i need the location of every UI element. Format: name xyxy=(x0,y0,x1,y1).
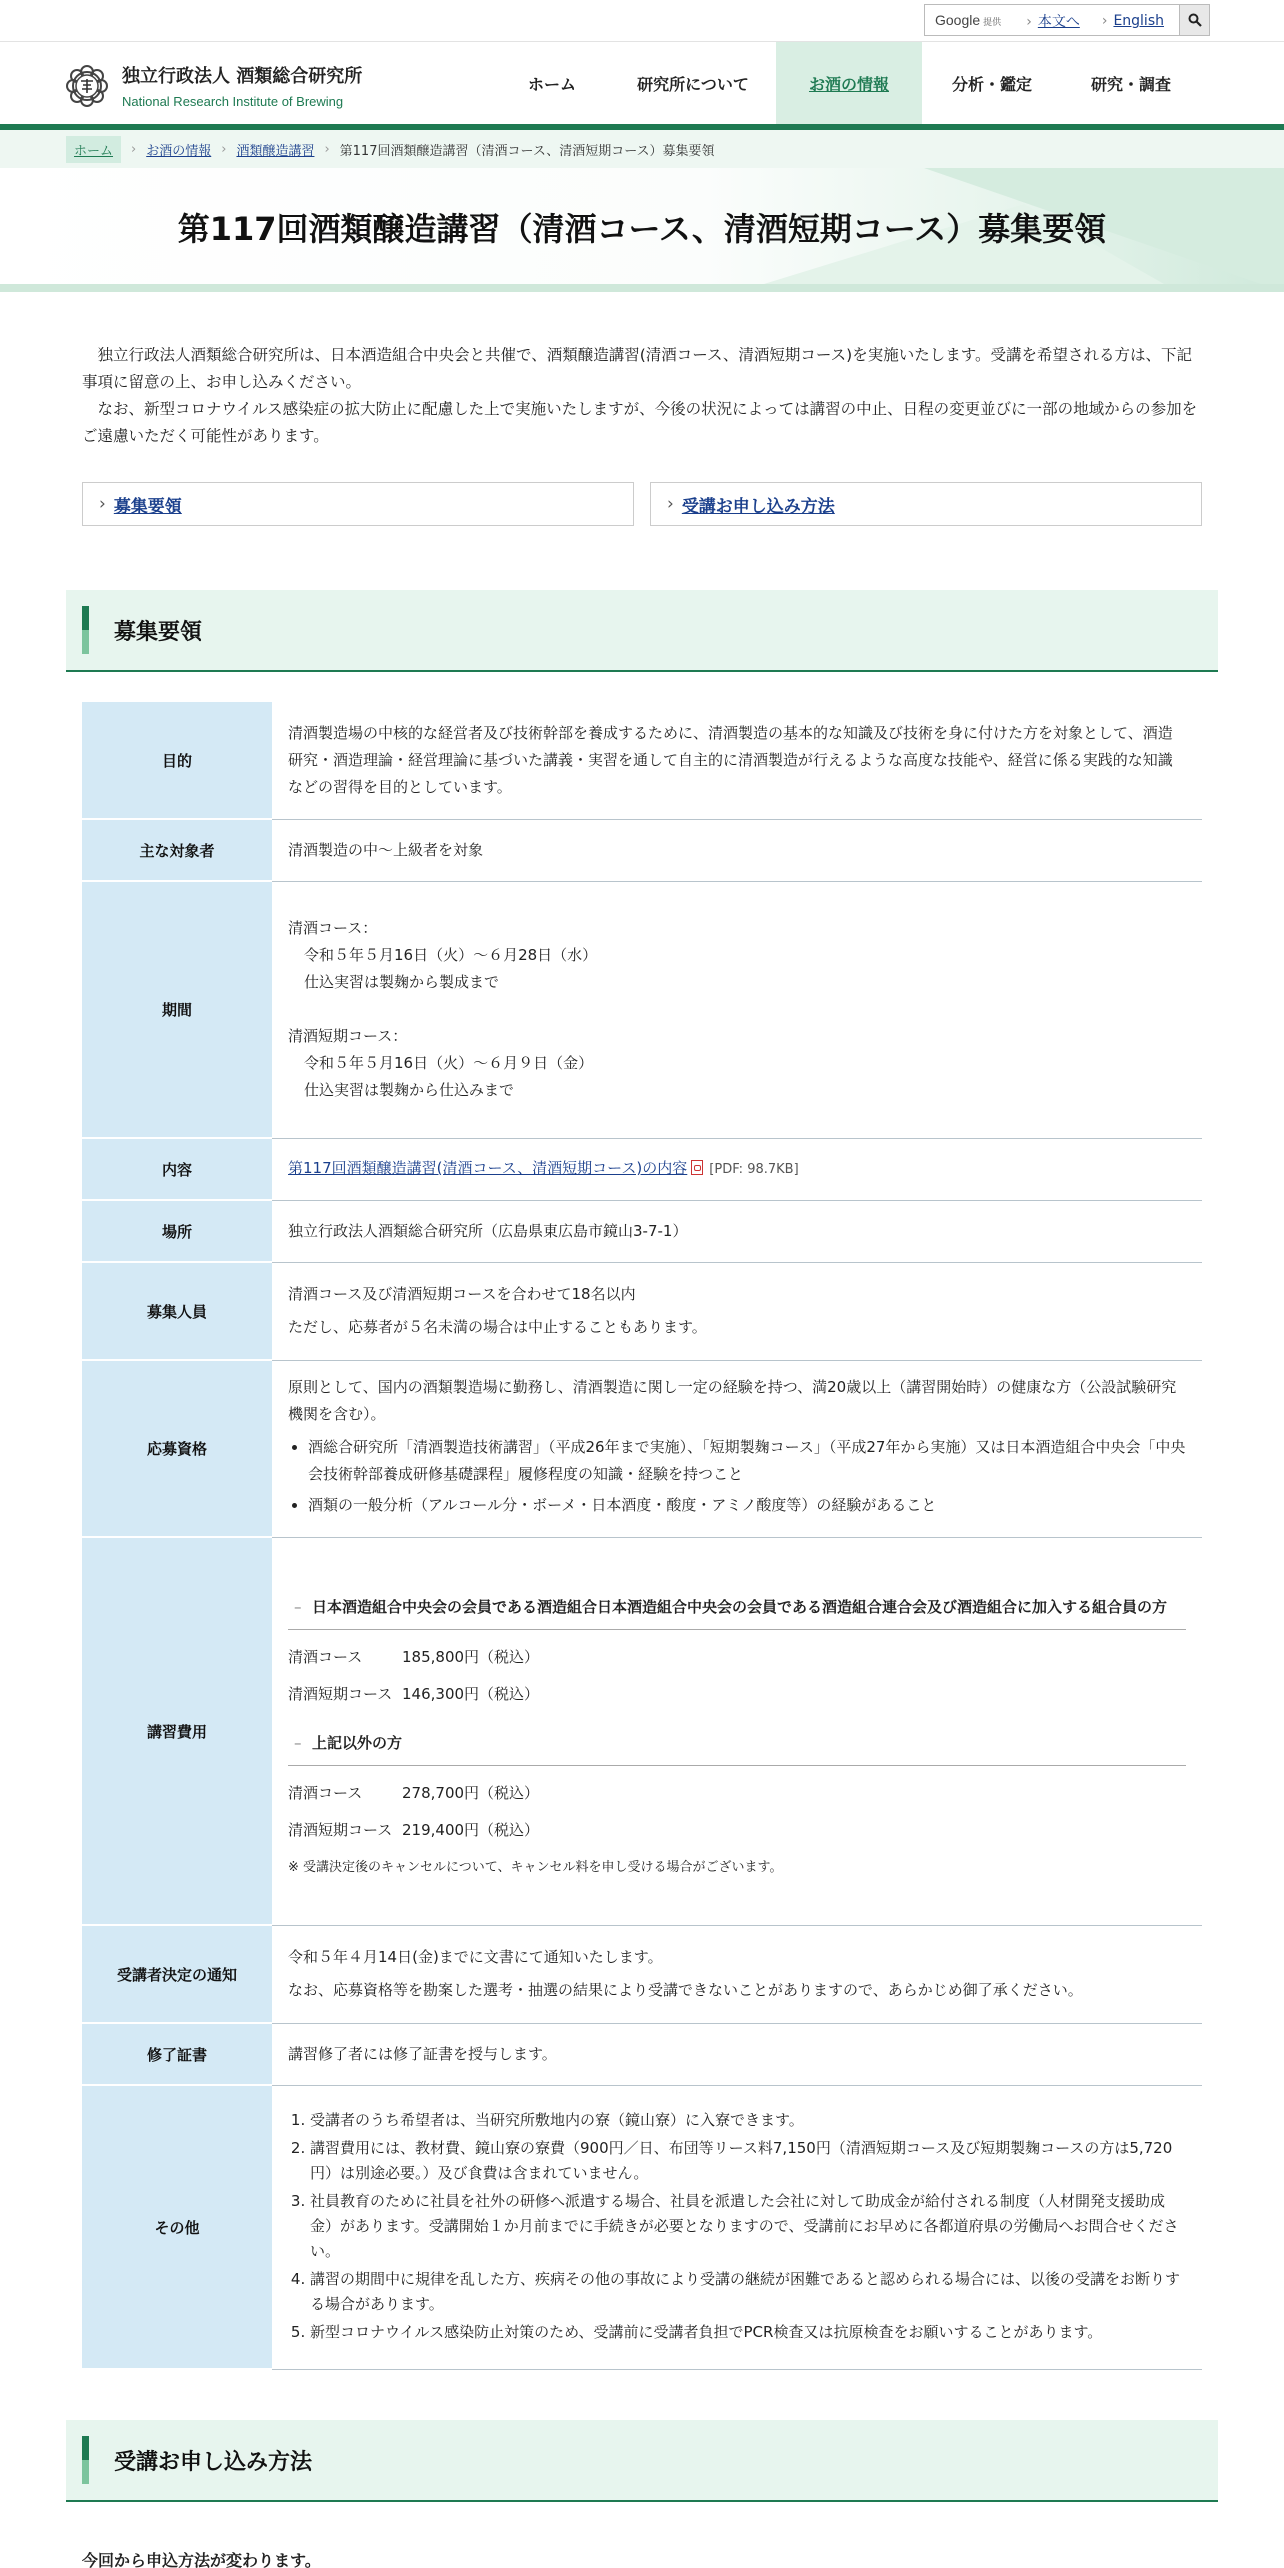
row-label: 主な対象者 xyxy=(82,819,272,881)
intro-text xyxy=(0,292,1284,450)
org-name-en: National Research Institute of Brewing xyxy=(122,94,344,109)
row-value xyxy=(272,1138,1202,1200)
row-label: 受講者決定の通知 xyxy=(82,1925,272,2023)
row-label: 講習費用 xyxy=(82,1537,272,1925)
fee-price: 146,300円（税込） xyxy=(402,1684,540,1703)
intro-paragraph: 独立行政法人酒類総合研究所は、日本酒造組合中央会と共催で、酒類醸造講習(清酒コース、清酒短期コース)を実施いたします。受講を希望される方は、下記事項に留意の上、お申し込みください。 xyxy=(82,346,1192,391)
breadcrumb-separator-icon: › xyxy=(221,141,227,157)
section-title: 募集要領 xyxy=(114,619,203,645)
fee-subheading-members: – 日本酒造組合中央会の会員である酒造組合日本酒造組合中央会の会員である酒造組合連合会及び酒造組合に加入する組合員の方 xyxy=(288,1582,1186,1630)
breadcrumb xyxy=(0,130,1284,168)
pdf-icon xyxy=(691,1160,703,1175)
row-value: 独立行政法人酒類総合研究所（広島県東広島市鏡山3-7-1） xyxy=(272,1200,1202,1262)
breadcrumb-separator-icon: › xyxy=(324,141,330,157)
course-note: 仕込実習は製麹から仕込みまで xyxy=(304,1081,515,1099)
heading-accent-bar xyxy=(82,606,89,654)
section-heading-recruitment xyxy=(66,590,1218,672)
site-logo[interactable] xyxy=(64,62,362,109)
fee-line xyxy=(288,1681,1186,1708)
course-note: 仕込実習は製麹から製成まで xyxy=(304,973,500,991)
row-label: 募集人員 xyxy=(82,1262,272,1360)
anchor-application[interactable] xyxy=(650,482,1202,526)
other-list xyxy=(310,2108,1186,2345)
chevron-right-icon: › xyxy=(99,494,106,514)
table-row xyxy=(82,819,1202,881)
row-value xyxy=(272,2085,1202,2369)
list-item: • 酒類の一般分析（アルコール分・ボーメ・日本酒度・酸度・アミノ酸度等）の経験があること xyxy=(308,1492,1186,1519)
list-item: 5. 新型コロナウイルス感染防止対策のため、受講前に受講者負担でPCR検査又は抗原検査をお願いすることがあります。 xyxy=(310,2320,1186,2345)
breadcrumb-current: 第117回酒類醸造講習（清酒コース、清酒短期コース）募集要領 xyxy=(339,143,715,159)
row-value: 清酒製造場の中核的な経営者及び技術幹部を養成するために、清酒製造の基本的な知識及び技術を身に付けた方を対象として、酒造研究・酒造理論・経営理論に基づいた講義・実習を通して自主的に清酒製造が行えるような高度な技能や、経営に係る実践的な知識などの習得を目的としています。 xyxy=(272,702,1202,819)
page-title: 第117回酒類醸造講習（清酒コース、清酒短期コース）募集要領 xyxy=(177,210,1107,248)
english-link[interactable]: › English xyxy=(1102,13,1164,29)
chevron-right-icon: › xyxy=(667,494,674,514)
anchor-recruitment[interactable] xyxy=(82,482,634,526)
fee-price: 278,700円（税込） xyxy=(402,1783,540,1802)
table-row xyxy=(82,1360,1202,1537)
capacity-text: 清酒コース及び清酒短期コースを合わせて18名以内 xyxy=(288,1285,636,1303)
anchor-application-link[interactable]: 受講お申し込み方法 xyxy=(681,496,835,517)
row-label: 修了証書 xyxy=(82,2023,272,2085)
fee-line xyxy=(288,1780,1186,1807)
row-value xyxy=(272,1360,1202,1537)
fee-course: 清酒コース xyxy=(288,1647,363,1666)
table-row xyxy=(82,1925,1202,2023)
fee-subheading-others: – 上記以外の方 xyxy=(288,1718,1186,1766)
institute-emblem-icon xyxy=(64,63,110,109)
breadcrumb-separator-icon: › xyxy=(131,141,137,157)
table-row xyxy=(82,1262,1202,1360)
list-item: • 酒総合研究所「清酒製造技術講習」（平成26年まで実施）、「短期製麹コース」（平成27年から実施）又は日本酒造組合中央会「中央会技術幹部養成研修基礎課程」履修程度の知識・経験を持つこと xyxy=(308,1434,1186,1488)
list-item: 1. 受講者のうち希望者は、当研究所敷地内の寮（鏡山寮）に入寮できます。 xyxy=(310,2108,1186,2133)
pdf-file-size: [PDF: 98.7KB] xyxy=(709,1162,799,1177)
breadcrumb-home[interactable]: ホーム xyxy=(66,136,121,163)
row-label: 場所 xyxy=(82,1200,272,1262)
list-item: 2. 講習費用には、教材費、鏡山寮の寮費（900円／日、布団等リース料7,150円（清酒短期コース及び短期製麹コースの方は5,720円）は別途必要。）及び食費は含まれていません。 xyxy=(310,2136,1186,2186)
table-row xyxy=(82,881,1202,1138)
fee-course: 清酒短期コース xyxy=(288,1684,393,1703)
fee-course: 清酒短期コース xyxy=(288,1820,393,1839)
breadcrumb-brewing-course[interactable]: 酒類醸造講習 xyxy=(236,143,315,159)
section-title: 受講お申し込み方法 xyxy=(114,2449,313,2475)
intro-paragraph: なお、新型コロナウイルス感染症の拡大防止に配慮した上で実施いたしますが、今後の状況によっては講習の中止、日程の変更並びに一部の地域からの参加をご遠慮いただく可能性があります。 xyxy=(82,400,1198,445)
notice-text: 令和５年４月14日(金)までに文書にて通知いたします。 xyxy=(288,1948,663,1966)
global-nav xyxy=(494,42,1200,124)
nav-analysis[interactable]: 分析・鑑定 xyxy=(951,74,1032,94)
application-lead: 今回から申込方法が変わります。 xyxy=(82,2551,321,2568)
list-item: 3. 社員教育のために社員を社外の研修へ派遣する場合、社員を派遣した会社に対して助成金が給付される制度（人材開発支援助成金）があります。受講開始１か月前までに手続きが必要となりますので、受講前にお早めに各都道府県の労働局へお問合せください。 xyxy=(310,2189,1186,2264)
qualification-list xyxy=(308,1434,1186,1519)
utility-bar xyxy=(0,0,1284,42)
row-label: 目的 xyxy=(82,702,272,819)
search-brand: Google xyxy=(935,12,981,28)
skip-to-content-link[interactable]: › 本文へ xyxy=(1026,11,1080,31)
row-label: 内容 xyxy=(82,1138,272,1200)
breadcrumb-sake-info[interactable]: お酒の情報 xyxy=(146,143,212,159)
nav-home[interactable]: ホーム xyxy=(527,74,576,94)
course-name: 清酒コース： xyxy=(288,919,378,937)
row-value xyxy=(272,1537,1202,1925)
table-row xyxy=(82,1537,1202,1925)
fee-cancel-note: ※ 受講決定後のキャンセルについて、キャンセル料を申し受ける場合がございます。 xyxy=(288,1859,783,1875)
row-label: 期間 xyxy=(82,881,272,1138)
qualification-text: 原則として、国内の酒類製造場に勤務し、清酒製造に関し一定の経験を持つ、満20歳以上（講習開始時）の健康な方（公設試験研究機関を含む）。 xyxy=(288,1378,1177,1423)
nav-sake-info[interactable]: お酒の情報 xyxy=(776,42,922,124)
search-icon xyxy=(1188,13,1202,27)
fee-price: 219,400円（税込） xyxy=(402,1820,540,1839)
capacity-note: ただし、応募者が５名未満の場合は中止することもあります。 xyxy=(288,1318,707,1336)
table-row xyxy=(82,702,1202,819)
row-label: 応募資格 xyxy=(82,1360,272,1537)
notice-note: なお、応募資格等を勘案した選考・抽選の結果により受講できないことがありますので、あらかじめ御了承ください。 xyxy=(288,1981,1083,1999)
course-dates: 令和５年５月16日（火）～６月28日（水） xyxy=(304,946,598,964)
section-heading-application xyxy=(66,2420,1218,2502)
fee-line xyxy=(288,1817,1186,1844)
search-button[interactable] xyxy=(1179,5,1209,35)
fee-line xyxy=(288,1644,1186,1671)
row-value: 講習修了者には修了証書を授与します。 xyxy=(272,2023,1202,2085)
row-value: 清酒製造の中～上級者を対象 xyxy=(272,819,1202,881)
row-value xyxy=(272,1262,1202,1360)
course-dates: 令和５年５月16日（火）～６月９日（金） xyxy=(304,1054,594,1072)
search-brand-suffix: 提供 xyxy=(983,17,1002,27)
search-box[interactable] xyxy=(924,4,1210,36)
table-row xyxy=(82,2023,1202,2085)
table-row xyxy=(82,2085,1202,2369)
search-input[interactable] xyxy=(925,12,1001,28)
org-name: 独立行政法人 酒類総合研究所 xyxy=(122,66,363,87)
requirements-table xyxy=(82,702,1202,2370)
anchor-recruitment-link[interactable]: 募集要領 xyxy=(113,496,182,517)
list-item: 4. 講習の期間中に規律を乱した方、疾病その他の事故により受講の継続が困難であると認められる場合には、以後の受講をお断りする場合があります。 xyxy=(310,2267,1186,2317)
course-content-pdf-link[interactable]: 第117回酒類醸造講習(清酒コース、清酒短期コース)の内容 xyxy=(288,1159,688,1177)
nav-research[interactable]: 研究・調査 xyxy=(1090,74,1171,94)
fee-price: 185,800円（税込） xyxy=(402,1647,540,1666)
nav-about[interactable]: 研究所について xyxy=(637,74,749,94)
table-row xyxy=(82,1138,1202,1200)
title-banner xyxy=(0,168,1284,292)
row-value xyxy=(272,1925,1202,2023)
heading-accent-bar xyxy=(82,2436,89,2484)
site-header xyxy=(0,42,1284,130)
anchor-links xyxy=(82,482,1202,526)
course-name: 清酒短期コース： xyxy=(288,1027,408,1045)
fee-course: 清酒コース xyxy=(288,1783,363,1802)
table-row xyxy=(82,1200,1202,1262)
row-value xyxy=(272,881,1202,1138)
row-label: その他 xyxy=(82,2085,272,2369)
